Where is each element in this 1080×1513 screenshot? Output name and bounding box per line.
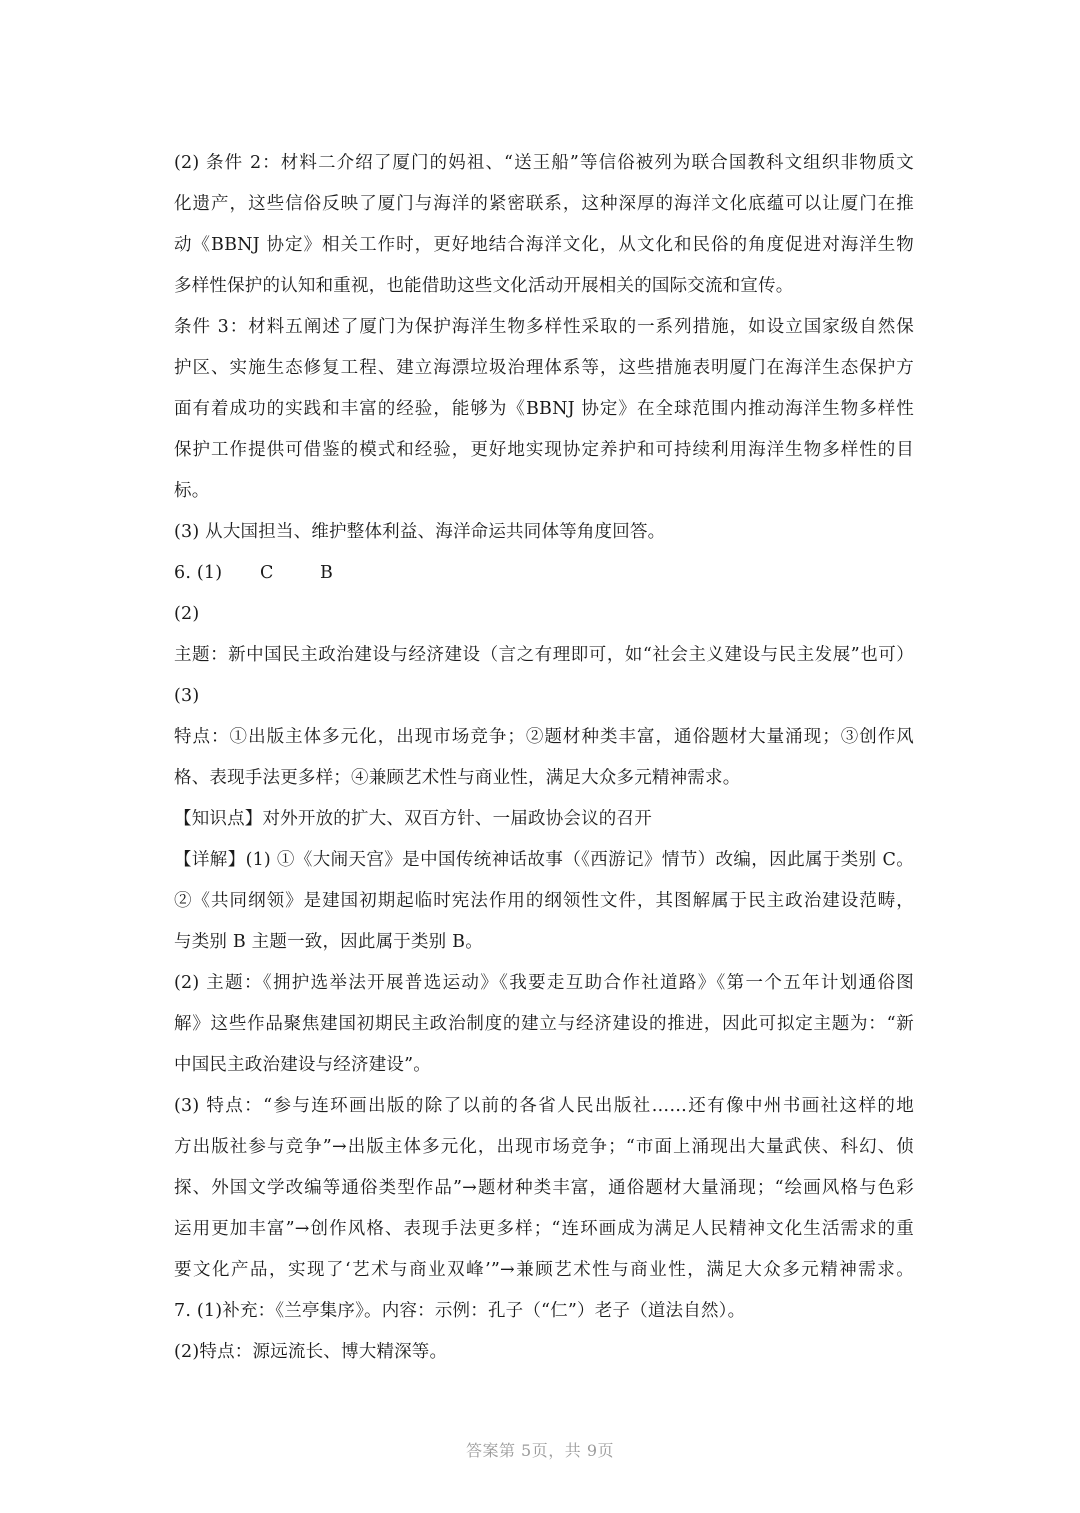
text-line: 多样性保护的认知和重视，也能借助这些文化活动开展相关的国际交流和宣传。 bbox=[174, 276, 794, 296]
text-line: 标。 bbox=[174, 481, 210, 501]
text-line: 保护工作提供可借鉴的模式和经验，更好地实现协定养护和可持续利用海洋生物多样性的目 bbox=[174, 440, 914, 460]
text-line: 化遗产，这些信俗反映了厦门与海洋的紧密联系，这种深厚的海洋文化底蕴可以让厦门在推 bbox=[174, 194, 914, 214]
text-line: 探、外国文学改编等通俗类型作品”→题材种类丰富，通俗题材大量涌现；“绘画风格与色彩 bbox=[174, 1178, 914, 1198]
text-line: 面有着成功的实践和丰富的经验，能够为《BBNJ 协定》在全球范围内推动海洋生物多样性 bbox=[174, 399, 914, 419]
question-6-number: 6. (1) bbox=[174, 563, 223, 583]
knowledge-point-line: 【知识点】对外开放的扩大、双百方针、一届政协会议的召开 bbox=[174, 809, 652, 829]
text-line: 要文化产品，实现了‘艺术与商业双峰’”→兼顾艺术性与商业性，满足大众多元精神需求。 bbox=[174, 1260, 914, 1280]
text-line: 方出版社参与竞争”→出版主体多元化，出现市场竞争；“市面上涌现出大量武侠、科幻、侦 bbox=[174, 1137, 914, 1157]
text-line: (2) 主题：《拥护选举法开展普选运动》《我要走互助合作社道路》《第一个五年计划通俗图 bbox=[174, 973, 914, 993]
text-line: 运用更加丰富”→创作风格、表现手法更多样；“连环画成为满足人民精神文化生活需求的重 bbox=[174, 1219, 914, 1239]
text-line: 动《BBNJ 协定》相关工作时，更好地结合海洋文化，从文化和民俗的角度促进对海洋生物 bbox=[174, 235, 914, 255]
question-6-answer-2: B bbox=[320, 563, 334, 583]
text-line: ②《共同纲领》是建国初期起临时宪法作用的纲领性文件，其图解属于民主政治建设范畴， bbox=[174, 891, 914, 911]
text-line: (2)特点：源远流长、博大精深等。 bbox=[174, 1342, 448, 1362]
text-line: 条件 3：材料五阐述了厦门为保护海洋生物多样性采取的一系列措施，如设立国家级自然保 bbox=[174, 317, 914, 337]
question-6-answer-1: C bbox=[260, 563, 274, 583]
text-line: (2) bbox=[174, 604, 200, 624]
text-line: 护区、实施生态修复工程、建立海漂垃圾治理体系等，这些措施表明厦门在海洋生态保护方 bbox=[174, 358, 914, 378]
detail-line: 【详解】(1) ①《大闹天宫》是中国传统神话故事（《西游记》情节）改编，因此属于类别 C。 bbox=[174, 850, 914, 870]
text-line: (3) bbox=[174, 686, 200, 706]
page-footer: 答案第 5页，共 9页 bbox=[465, 1441, 615, 1460]
text-line: (3) 从大国担当、维护整体利益、海洋命运共同体等角度回答。 bbox=[174, 522, 666, 542]
text-line: 解》这些作品聚焦建国初期民主政治制度的建立与经济建设的推进，因此可拟定主题为：“新 bbox=[174, 1014, 914, 1034]
text-line: (3) 特点：“参与连环画出版的除了以前的各省人民出版社……还有像中州书画社这样的地 bbox=[174, 1096, 914, 1116]
question-6-answer-row bbox=[174, 553, 914, 594]
text-line: 中国民主政治建设与经济建设”。 bbox=[174, 1055, 431, 1075]
text-line: (2) 条件 2：材料二介绍了厦门的妈祖、“送王船”等信俗被列为联合国教科文组织非物质文 bbox=[174, 153, 914, 173]
text-line: 7. (1)补充：《兰亭集序》。内容：示例：孔子（“仁”）老子（道法自然）。 bbox=[174, 1301, 746, 1321]
text-line: 与类别 B 主题一致，因此属于类别 B。 bbox=[174, 932, 483, 952]
text-line: 主题：新中国民主政治建设与经济建设（言之有理即可，如“社会主义建设与民主发展”也可） bbox=[174, 645, 914, 665]
text-line: 特点：①出版主体多元化，出现市场竞争；②题材种类丰富，通俗题材大量涌现；③创作风 bbox=[174, 727, 914, 747]
text-line: 格、表现手法更多样；④兼顾艺术性与商业性，满足大众多元精神需求。 bbox=[174, 768, 741, 788]
answer-content bbox=[174, 143, 914, 1373]
